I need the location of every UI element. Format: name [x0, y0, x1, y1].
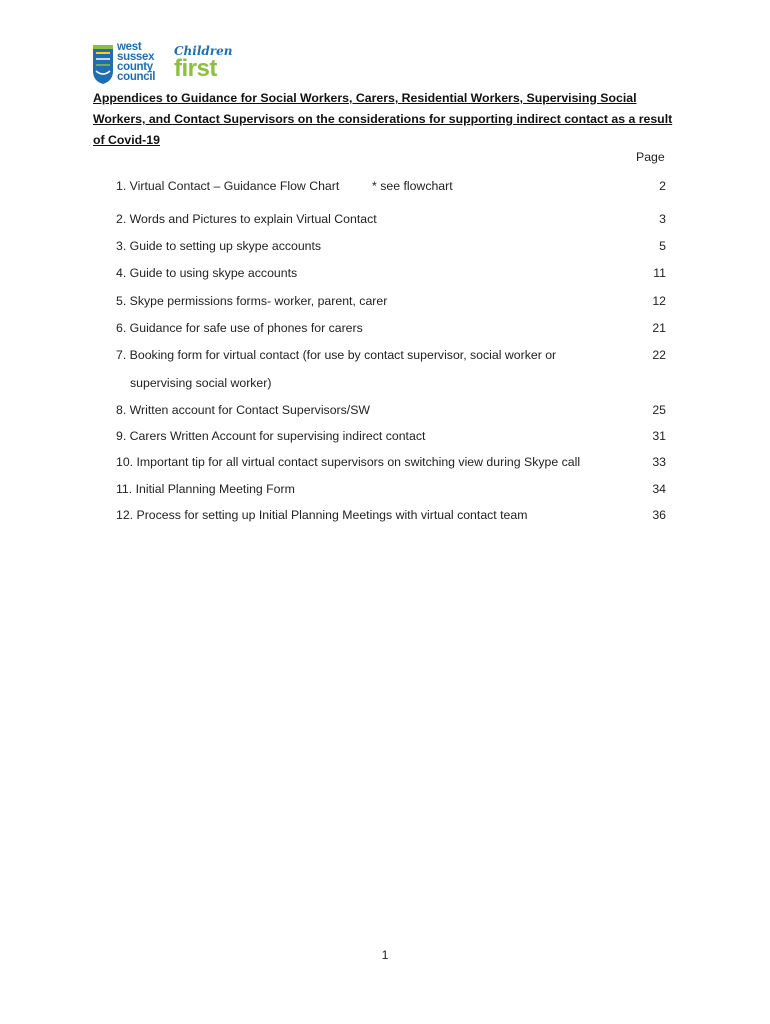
toc-item-label: 8. Written account for Contact Supervisors/SW — [116, 403, 371, 417]
council-line-west: west — [117, 41, 142, 53]
toc-item-page: 22 — [652, 348, 666, 362]
footer-page-number: 1 — [381, 948, 389, 962]
toc-item-6 — [116, 321, 666, 339]
toc-item-page: 36 — [652, 508, 666, 522]
toc-item-label: 11. Initial Planning Meeting Form — [116, 482, 295, 496]
toc-item-7-continuation: supervising social worker) — [130, 376, 272, 390]
toc-item-10 — [116, 455, 666, 473]
toc-item-9 — [116, 429, 666, 447]
children-first-logo — [172, 44, 232, 88]
council-line-council: council — [117, 71, 156, 83]
toc-item-page: 33 — [652, 455, 666, 469]
toc-item-label: 1. Virtual Contact – Guidance Flow Chart — [116, 179, 340, 193]
toc-item-page: 11 — [653, 266, 666, 280]
toc-item-page: 34 — [652, 482, 666, 496]
council-line-sussex: sussex — [117, 51, 155, 63]
toc-item-label: 10. Important tip for all virtual contact supervisors on switching view during Skype call — [116, 455, 581, 469]
west-sussex-county-council-logo — [92, 42, 168, 88]
council-line-county: county — [117, 61, 153, 73]
toc-item-page: 12 — [652, 294, 666, 308]
document-title: Appendices to Guidance for Social Workers, Carers, Residential Workers, Supervising Social Workers, and Contact Supervisors on the considerations for supporting indirect contact as a result of Covid-19 — [93, 91, 673, 147]
toc-item-label: 2. Words and Pictures to explain Virtual Contact — [116, 212, 377, 226]
toc-item-page: 5 — [659, 239, 666, 253]
toc-item-note: * see flowchart — [372, 179, 453, 193]
toc-item-label: 6. Guidance for safe use of phones for carers — [116, 321, 363, 335]
children-first-children-text: Children — [174, 44, 233, 58]
toc-item-2 — [116, 212, 666, 230]
toc-item-4 — [116, 266, 666, 284]
toc-item-12 — [116, 508, 666, 526]
toc-item-page: 2 — [659, 179, 666, 193]
toc-item-label: 9. Carers Written Account for supervising indirect contact — [116, 429, 426, 443]
header-logos — [92, 42, 232, 90]
toc-item-label: 5. Skype permissions forms- worker, parent, carer — [116, 294, 388, 308]
toc-item-page: 21 — [652, 321, 666, 335]
toc-item-1 — [116, 179, 666, 197]
toc-item-label: 4. Guide to using skype accounts — [116, 266, 298, 280]
toc-item-label: 7. Booking form for virtual contact (for use by contact supervisor, social worker or — [116, 348, 557, 362]
toc-item-5 — [116, 294, 666, 312]
toc-item-3 — [116, 239, 666, 257]
children-first-first-text: first — [174, 55, 217, 82]
council-name — [117, 42, 155, 82]
council-shield-icon — [92, 45, 114, 85]
toc-item-label: 12. Process for setting up Initial Planning Meetings with virtual contact team — [116, 508, 528, 522]
toc-item-page: 3 — [659, 212, 666, 226]
toc-item-label: 3. Guide to setting up skype accounts — [116, 239, 322, 253]
page-column-heading: Page — [636, 150, 665, 164]
toc-item-8 — [116, 403, 666, 421]
toc-item-7 — [116, 348, 666, 366]
toc-item-11 — [116, 482, 666, 500]
toc-item-page: 31 — [652, 429, 666, 443]
toc-item-page: 25 — [652, 403, 666, 417]
